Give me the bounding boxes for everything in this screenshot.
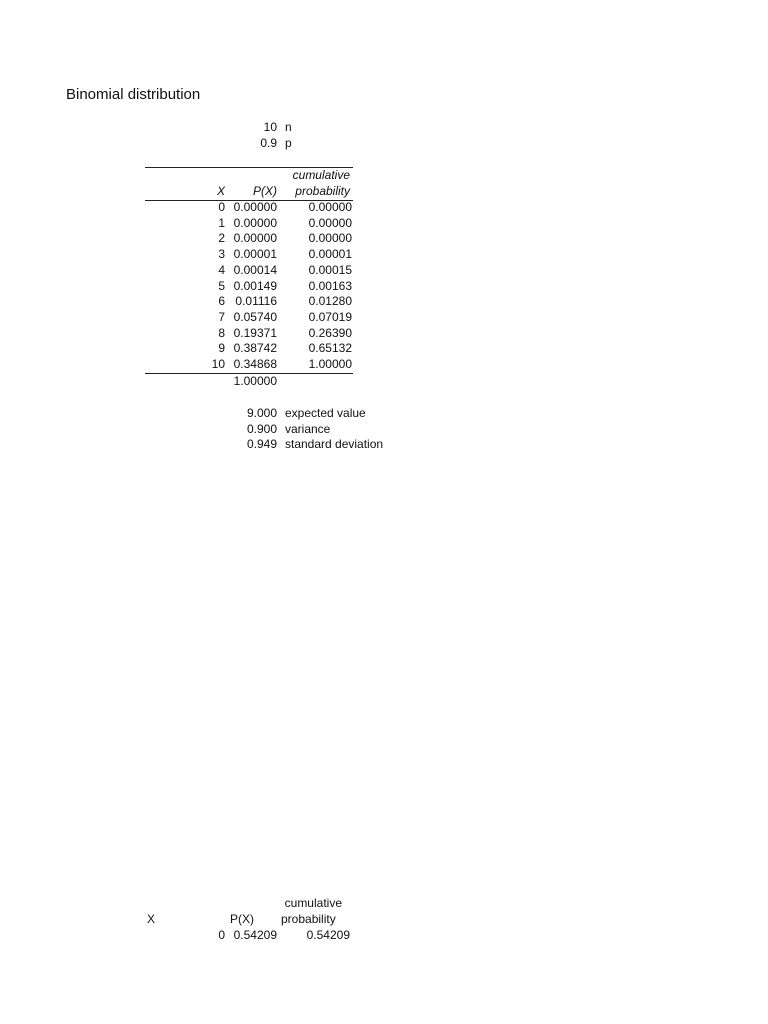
table2-header-px: P(X) xyxy=(230,912,254,926)
table-row xyxy=(145,216,355,232)
cell-x: 7 xyxy=(218,309,225,324)
table2-header-x: X xyxy=(147,912,156,926)
cell-cum: 0.07019 xyxy=(308,309,352,324)
stat-sd-value: 0.949 xyxy=(246,437,277,451)
cell-x: 0 xyxy=(218,200,225,214)
cell-px: 0.00000 xyxy=(233,200,277,214)
cell-x: 1 xyxy=(218,215,225,230)
cell-px: 0.38742 xyxy=(233,341,277,356)
cell-px: 0.01116 xyxy=(235,294,277,309)
table-row xyxy=(145,263,355,279)
cell-px: 0.19371 xyxy=(233,325,277,340)
cell-x: 9 xyxy=(218,341,225,356)
param-p-label: p xyxy=(285,136,292,150)
cell-cum: 1.00000 xyxy=(308,357,352,371)
param-p-value: 0.9 xyxy=(260,136,277,150)
stat-sd-label: standard deviation xyxy=(285,437,384,451)
table-row xyxy=(145,310,355,326)
table2-header-cumulative: cumulative xyxy=(284,896,342,910)
cell-cum: 0.00015 xyxy=(308,262,352,277)
param-n-label: n xyxy=(285,120,292,134)
table-row xyxy=(145,357,355,373)
cell-cum: 0.65132 xyxy=(308,341,352,356)
param-n-value: 10 xyxy=(263,120,277,134)
stat-variance-label: variance xyxy=(285,422,331,436)
cell-cum: 0.00000 xyxy=(308,215,352,230)
table-row xyxy=(145,294,355,310)
cell-px: 0.00014 xyxy=(233,262,277,277)
cell-x: 8 xyxy=(218,325,225,340)
cell-cum: 0.00163 xyxy=(308,278,352,293)
cell-px: 0.00149 xyxy=(233,278,277,293)
cell-x: 6 xyxy=(218,294,225,309)
table2-row-cum: 0.54209 xyxy=(306,928,350,942)
table-total: 1.00000 xyxy=(233,374,277,388)
cell-x: 3 xyxy=(218,247,225,262)
cell-px: 0.00000 xyxy=(233,215,277,230)
cell-px: 0.05740 xyxy=(233,309,277,324)
cell-cum: 0.00000 xyxy=(308,231,352,246)
page-title: Binomial distribution xyxy=(66,86,201,103)
header-probability: probability xyxy=(295,184,350,198)
cell-cum: 0.00000 xyxy=(308,200,352,214)
cell-x: 2 xyxy=(218,231,225,246)
stat-expected-value: 9.000 xyxy=(246,406,277,420)
table2-row-px: 0.54209 xyxy=(233,928,277,942)
header-px: P(X) xyxy=(253,184,277,198)
cell-px: 0.00000 xyxy=(233,231,277,246)
stat-variance-value: 0.900 xyxy=(246,422,277,436)
cell-px: 0.34868 xyxy=(233,357,277,371)
header-cumulative: cumulative xyxy=(292,168,350,182)
cell-x: 5 xyxy=(218,278,225,293)
table-row xyxy=(145,279,355,295)
cell-x: 4 xyxy=(218,262,225,277)
table-row xyxy=(145,247,355,263)
cell-cum: 0.00001 xyxy=(308,247,352,262)
table-row xyxy=(145,231,355,247)
table-row xyxy=(145,341,355,357)
table2-row-x: 0 xyxy=(218,928,225,942)
table-row xyxy=(145,326,355,342)
cell-px: 0.00001 xyxy=(233,247,277,262)
table2-header-probability: probability xyxy=(281,912,336,926)
cell-cum: 0.01280 xyxy=(308,294,352,309)
table-row xyxy=(145,200,355,216)
stat-expected-label: expected value xyxy=(285,406,366,420)
cell-x: 10 xyxy=(211,357,225,371)
header-x: X xyxy=(216,184,225,198)
cell-cum: 0.26390 xyxy=(308,325,352,340)
